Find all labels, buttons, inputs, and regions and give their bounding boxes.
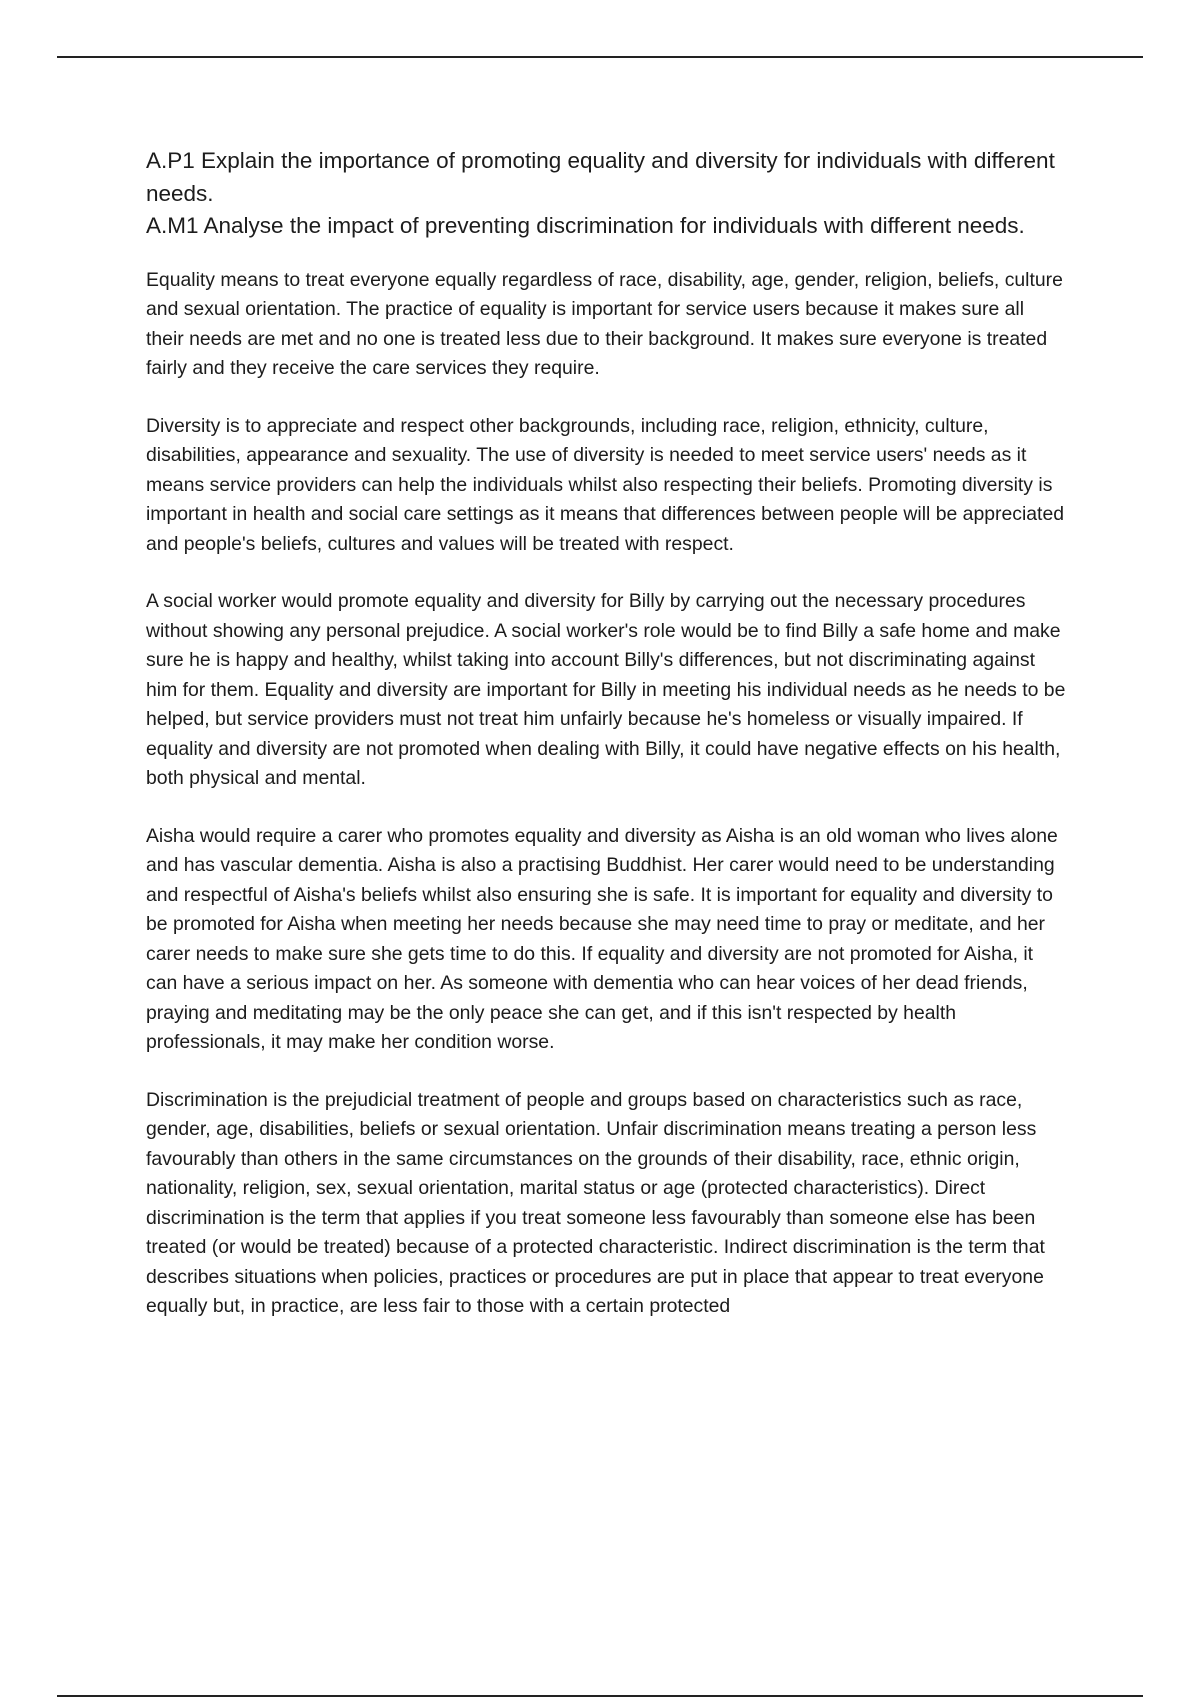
header-divider — [57, 56, 1143, 58]
paragraph-billy: A social worker would promote equality and diversity for Billy by carrying out the necessary procedures without showing any personal prejudice. A social worker's role would be to find Billy a safe home and make sure he is happy and healthy, whilst taking into account Billy's differences, but not discriminating against him for them. Equality and diversity are important for Billy in meeting his individual needs as he needs to be helped, but service providers must not treat him unfairly because he's homeless or visually impaired. If equality and diversity are not promoted when dealing with Billy, it could have negative effects on his health, both physical and mental. — [146, 590, 1066, 789]
footer-divider — [57, 1695, 1143, 1697]
paragraph-equality: Equality means to treat everyone equally regardless of race, disability, age, gender, religion, beliefs, culture and sexual orientation. The practice of equality is important for service users because it makes sure all their needs are met and no one is treated less due to their background. It makes sure everyone is treated fairly and they receive the care services they require. — [146, 268, 1063, 379]
heading-ap1: A.P1 Explain the importance of promoting equality and diversity for individuals with different needs. — [146, 148, 1055, 206]
task-headings — [146, 145, 1066, 243]
heading-am1: A.M1 Analyse the impact of preventing discrimination for individuals with different needs. — [146, 213, 1025, 238]
paragraph-discrimination: Discrimination is the prejudicial treatment of people and groups based on characteristics such as race, gender, age, disabilities, beliefs or sexual orientation. Unfair discrimination means treating a person less favourably than others in the same circumstances on the grounds of their disability, race, ethnic origin, nationality, religion, sex, sexual orientation, marital status or age (protected characteristics). Direct discrimination is the term that applies if you treat someone less favourably than someone else has been treated (or would be treated) because of a protected characteristic. Indirect discrimination is the term that describes situations when policies, practices or procedures are put in place that appear to treat everyone equally but, in practice, are less fair to those with a certain protected — [146, 1088, 1045, 1317]
paragraph-diversity: Diversity is to appreciate and respect other backgrounds, including race, religion, ethnicity, culture, disabilities, appearance and sexuality. The use of diversity is needed to meet service users' needs as it means service providers can help the individuals whilst also respecting their beliefs. Promoting diversity is important in health and social care settings as it means that differences between people will be appreciated and people's beliefs, cultures and values will be treated with respect. — [146, 414, 1065, 555]
document-body — [146, 145, 1066, 1350]
paragraph-aisha: Aisha would require a carer who promotes equality and diversity as Aisha is an old woman who lives alone and has vascular dementia. Aisha is also a practising Buddhist. Her carer would need to be understanding and respectful of Aisha's beliefs whilst also ensuring she is safe. It is important for equality and diversity to be promoted for Aisha when meeting her needs because she may need time to pray or meditate, and her carer needs to make sure she gets time to do this. If equality and diversity are not promoted for Aisha, it can have a serious impact on her. As someone with dementia who can hear voices of her dead friends, praying and meditating may be the only peace she can get, and if this isn't respected by health professionals, it may make her condition worse. — [146, 824, 1058, 1053]
